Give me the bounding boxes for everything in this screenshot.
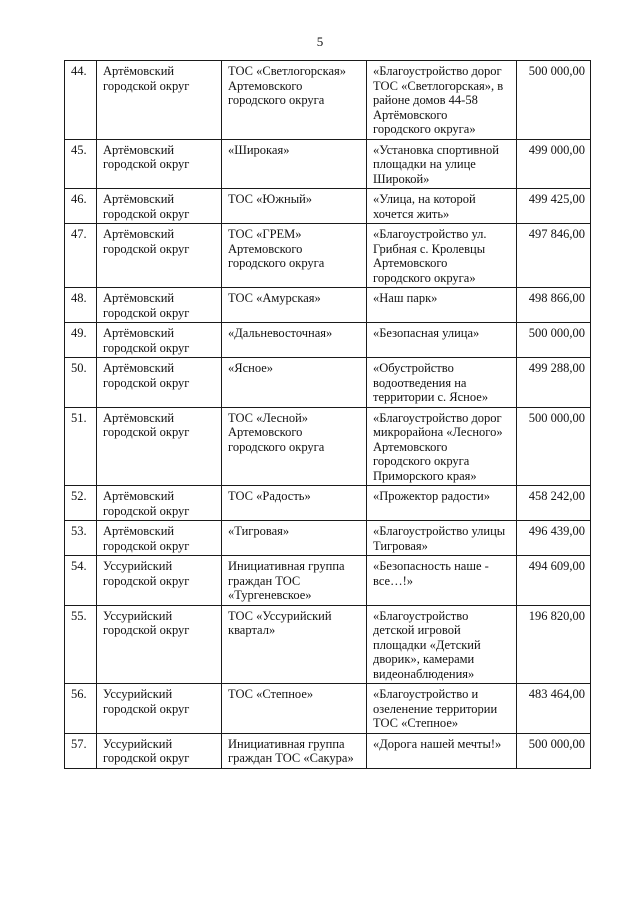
organization-cell <box>222 358 367 408</box>
table-body <box>65 61 591 769</box>
table-row <box>65 684 591 734</box>
organization-cell-text: ТОС «Радость» <box>228 489 311 503</box>
project-name-cell-text: «Благоустройство улицы Тигровая» <box>373 524 506 553</box>
municipality-cell <box>97 486 222 521</box>
row-number-cell <box>65 61 97 140</box>
amount-cell-text: 500 000,00 <box>528 326 585 340</box>
municipality-cell-text: Уссурийский городской округ <box>103 559 190 588</box>
project-name-cell <box>367 189 517 224</box>
row-number-cell <box>65 556 97 606</box>
organization-cell <box>222 521 367 556</box>
row-number-cell-text: 52. <box>71 489 87 503</box>
amount-cell-text: 499 000,00 <box>528 142 585 157</box>
row-number-cell <box>65 605 97 684</box>
organization-cell-text: «Тигровая» <box>228 524 290 538</box>
table-row <box>65 407 591 486</box>
amount-cell-text: 500 000,00 <box>528 64 585 78</box>
project-name-cell-text: «Обустройство водоотведения на территории с. Ясное» <box>373 361 489 404</box>
organization-cell-text: ТОС «Лесной» Артемовского городского округа <box>228 410 325 454</box>
organization-cell-text: ТОС «Светлогорская» Артемовского городского округа <box>228 64 347 107</box>
project-name-cell-text: «Безопасная улица» <box>373 326 480 340</box>
organization-cell <box>222 139 367 189</box>
project-name-cell <box>367 224 517 288</box>
organization-cell-text: ТОС «Амурская» <box>228 291 321 305</box>
amount-cell <box>517 684 591 734</box>
project-name-cell-text: «Безопасность наше - все…!» <box>373 559 489 588</box>
table-row <box>65 556 591 606</box>
organization-cell <box>222 61 367 140</box>
row-number-cell <box>65 486 97 521</box>
amount-cell <box>517 189 591 224</box>
amount-cell <box>517 358 591 408</box>
municipality-cell-text: Артёмовский городской округ <box>103 410 190 439</box>
municipality-cell <box>97 407 222 486</box>
municipality-cell-text: Артёмовский городской округ <box>103 64 190 93</box>
municipality-cell-text: Артёмовский городской округ <box>103 489 190 518</box>
organization-cell-text: «Ясное» <box>228 361 274 375</box>
amount-cell <box>517 521 591 556</box>
table-row <box>65 605 591 684</box>
municipality-cell <box>97 61 222 140</box>
project-name-cell <box>367 407 517 486</box>
amount-cell <box>517 288 591 323</box>
row-number-cell-text: 44. <box>71 64 87 78</box>
amount-cell-text: 497 846,00 <box>528 227 585 241</box>
organization-cell <box>222 189 367 224</box>
project-name-cell <box>367 733 517 768</box>
organization-cell <box>222 684 367 734</box>
municipality-cell-text: Артёмовский городской округ <box>103 142 190 171</box>
project-name-cell-text: «Дорога нашей мечты!» <box>373 736 502 751</box>
municipality-cell <box>97 323 222 358</box>
row-number-cell-text: 53. <box>71 524 87 538</box>
municipality-cell-text: Уссурийский городской округ <box>103 608 190 637</box>
row-number-cell-text: 51. <box>71 410 87 425</box>
row-number-cell-text: 49. <box>71 326 87 340</box>
municipality-cell <box>97 288 222 323</box>
project-name-cell-text: «Прожектор радости» <box>373 489 490 503</box>
amount-cell-text: 483 464,00 <box>528 687 585 701</box>
organization-cell <box>222 556 367 606</box>
row-number-cell-text: 47. <box>71 227 87 241</box>
row-number-cell-text: 56. <box>71 687 87 701</box>
table-row <box>65 486 591 521</box>
municipality-cell-text: Артёмовский городской округ <box>103 227 190 256</box>
project-name-cell-text: «Установка спортивной площадки на улице Широкой» <box>373 142 499 186</box>
table-row <box>65 189 591 224</box>
row-number-cell-text: 48. <box>71 291 87 305</box>
project-name-cell-text: «Благоустройство дорог микрорайона «Лесного» Артемовского городского округа Приморского края» <box>373 410 503 483</box>
project-name-cell <box>367 323 517 358</box>
row-number-cell <box>65 733 97 768</box>
project-name-cell-text: «Благоустройство ул. Грибная с. Кролевцы Артемовского городского округа» <box>373 227 487 285</box>
organization-cell-text: «Широкая» <box>228 142 290 157</box>
row-number-cell <box>65 521 97 556</box>
project-name-cell <box>367 486 517 521</box>
row-number-cell <box>65 288 97 323</box>
amount-cell <box>517 139 591 189</box>
organization-cell <box>222 323 367 358</box>
amount-cell-text: 496 439,00 <box>528 524 585 538</box>
organization-cell <box>222 407 367 486</box>
row-number-cell-text: 57. <box>71 736 87 751</box>
table-row <box>65 323 591 358</box>
municipality-cell-text: Уссурийский городской округ <box>103 736 190 765</box>
organization-cell-text: ТОС «Степное» <box>228 687 314 701</box>
municipality-cell-text: Уссурийский городской округ <box>103 687 190 716</box>
project-name-cell <box>367 61 517 140</box>
municipality-cell <box>97 684 222 734</box>
row-number-cell <box>65 224 97 288</box>
table-row <box>65 358 591 408</box>
amount-cell-text: 499 288,00 <box>528 361 585 375</box>
organization-cell-text: Инициативная группа граждан ТОС «Тургеневское» <box>228 559 345 602</box>
row-number-cell-text: 45. <box>71 142 87 157</box>
amount-cell <box>517 323 591 358</box>
row-number-cell <box>65 139 97 189</box>
municipality-cell <box>97 358 222 408</box>
municipality-cell-text: Артёмовский городской округ <box>103 361 190 390</box>
row-number-cell <box>65 323 97 358</box>
municipality-cell <box>97 733 222 768</box>
amount-cell <box>517 407 591 486</box>
row-number-cell <box>65 189 97 224</box>
project-name-cell <box>367 521 517 556</box>
project-name-cell <box>367 556 517 606</box>
municipality-cell <box>97 605 222 684</box>
project-name-cell <box>367 288 517 323</box>
organization-cell <box>222 605 367 684</box>
organization-cell <box>222 486 367 521</box>
project-name-cell <box>367 139 517 189</box>
amount-cell <box>517 61 591 140</box>
amount-cell <box>517 733 591 768</box>
project-name-cell-text: «Благоустройство дорог ТОС «Светлогорская», в районе домов 44-58 Артёмовского городского округа» <box>373 64 504 136</box>
amount-cell-text: 498 866,00 <box>528 291 585 305</box>
amount-cell-text: 500 000,00 <box>528 736 585 751</box>
project-name-cell-text: «Улица, на которой хочется жить» <box>373 192 476 221</box>
table-row <box>65 139 591 189</box>
project-name-cell-text: «Благоустройство детской игровой площадки «Детский дворик», камерами видеонаблюдения» <box>373 608 481 681</box>
row-number-cell-text: 55. <box>71 608 87 623</box>
row-number-cell-text: 54. <box>71 559 87 573</box>
organization-cell <box>222 733 367 768</box>
municipality-cell <box>97 556 222 606</box>
municipality-cell <box>97 139 222 189</box>
project-name-cell-text: «Наш парк» <box>373 291 438 305</box>
amount-cell-text: 494 609,00 <box>528 559 585 573</box>
project-name-cell-text: «Благоустройство и озеленение территории ТОС «Степное» <box>373 687 498 730</box>
amount-cell-text: 499 425,00 <box>528 192 585 206</box>
municipality-cell <box>97 189 222 224</box>
municipality-cell-text: Артёмовский городской округ <box>103 524 190 553</box>
table-row <box>65 288 591 323</box>
organization-cell-text: Инициативная группа граждан ТОС «Сакура» <box>228 736 354 765</box>
amount-cell <box>517 224 591 288</box>
project-name-cell <box>367 605 517 684</box>
page-number: 5 <box>316 34 324 49</box>
organization-cell-text: ТОС «Южный» <box>228 192 313 206</box>
project-name-cell <box>367 684 517 734</box>
municipality-cell <box>97 224 222 288</box>
amount-cell-text: 500 000,00 <box>528 410 585 425</box>
table-row <box>65 733 591 768</box>
table-row <box>65 224 591 288</box>
organization-cell-text: «Дальневосточная» <box>228 326 333 340</box>
organization-cell <box>222 224 367 288</box>
organization-cell-text: ТОС «Уссурийский квартал» <box>228 608 332 637</box>
amount-cell <box>517 556 591 606</box>
municipality-cell-text: Артёмовский городской округ <box>103 192 190 221</box>
row-number-cell <box>65 407 97 486</box>
row-number-cell-text: 50. <box>71 361 87 375</box>
organization-cell-text: ТОС «ГРЕМ» Артемовского городского округа <box>228 227 325 270</box>
municipality-cell-text: Артёмовский городской округ <box>103 326 190 355</box>
amount-cell-text: 196 820,00 <box>528 608 585 623</box>
amount-cell <box>517 486 591 521</box>
row-number-cell-text: 46. <box>71 192 87 206</box>
table-row <box>65 521 591 556</box>
projects-table <box>64 60 591 769</box>
amount-cell <box>517 605 591 684</box>
row-number-cell <box>65 358 97 408</box>
municipality-cell-text: Артёмовский городской округ <box>103 291 190 320</box>
organization-cell <box>222 288 367 323</box>
row-number-cell <box>65 684 97 734</box>
table-row <box>65 61 591 140</box>
project-name-cell <box>367 358 517 408</box>
amount-cell-text: 458 242,00 <box>528 489 585 503</box>
municipality-cell <box>97 521 222 556</box>
